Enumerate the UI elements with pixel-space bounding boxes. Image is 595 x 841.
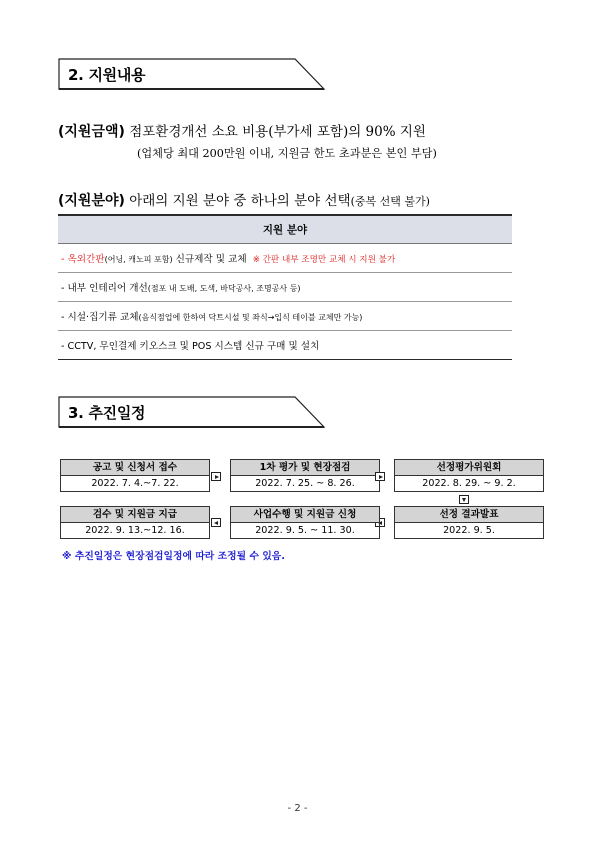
step-label: 선정평가위원회 bbox=[395, 460, 543, 476]
step-label: 선정 결과발표 bbox=[395, 507, 543, 523]
page-number: - 2 - bbox=[287, 803, 308, 814]
step-date: 2022. 9. 13.~12. 16. bbox=[85, 525, 185, 536]
section-3-header bbox=[58, 396, 325, 428]
section-2-title: 2. 지원내용 bbox=[68, 66, 146, 84]
support-amount-note: (업체당 최대 200만원 이내, 지원금 한도 초과분은 본인 부담) bbox=[137, 147, 437, 160]
row-note: ※ 간판 내부 조명만 교체 시 지원 불가 bbox=[252, 254, 396, 265]
support-field-text: 아래의 지원 분야 중 하나의 분야 선택 bbox=[124, 193, 351, 209]
schedule-step bbox=[230, 506, 380, 539]
step-date: 2022. 9. 5. ~ 11. 30. bbox=[255, 525, 355, 536]
row-main: - 내부 인테리어 개선 bbox=[61, 282, 148, 294]
row-main: - 시설·집기류 교체 bbox=[61, 311, 139, 323]
schedule-step bbox=[60, 459, 210, 492]
row-small: (어닝, 캐노피 포함) bbox=[104, 254, 173, 264]
step-label: 공고 및 신청서 접수 bbox=[61, 460, 209, 476]
support-amount-text: 점포환경개선 소요 비용(부가세 포함)의 90% 지원 bbox=[124, 124, 426, 140]
table-header: 지원 분야 bbox=[58, 215, 512, 243]
support-amount-label: (지원금액) bbox=[58, 124, 125, 140]
support-field-table bbox=[58, 214, 512, 360]
row-small: (음식점업에 한하여 닥트시설 및 좌식→입식 테이블 교체만 가능) bbox=[138, 312, 363, 322]
support-amount-line bbox=[58, 120, 426, 141]
step-label: 사업수행 및 지원금 신청 bbox=[231, 507, 379, 523]
schedule-note: ※ 추진일정은 현장점검일정에 따라 조정될 수 있음. bbox=[62, 551, 285, 562]
support-field-small: (중복 선택 불가) bbox=[350, 195, 430, 208]
step-label: 검수 및 지원금 지급 bbox=[61, 507, 209, 523]
section-3-title: 3. 추진일정 bbox=[68, 404, 146, 422]
row-main: - CCTV, 무인결제 키오스크 및 POS 시스템 신규 구매 및 설치 bbox=[61, 340, 320, 352]
arrow-left-icon bbox=[211, 518, 221, 527]
table-row bbox=[58, 301, 512, 330]
step-date: 2022. 8. 29. ~ 9. 2. bbox=[422, 478, 516, 489]
table-row bbox=[58, 272, 512, 301]
step-date: 2022. 7. 25. ~ 8. 26. bbox=[255, 478, 355, 489]
schedule-step bbox=[394, 506, 544, 539]
step-date: 2022. 9. 5. bbox=[443, 525, 495, 536]
row-rest: 신규제작 및 교체 bbox=[172, 253, 247, 265]
schedule-step bbox=[394, 459, 544, 492]
section-2-header bbox=[58, 58, 325, 90]
arrow-right-icon bbox=[375, 472, 385, 481]
table-row bbox=[58, 243, 512, 272]
schedule-step bbox=[230, 459, 380, 492]
schedule-step bbox=[60, 506, 210, 539]
arrow-down-icon bbox=[459, 495, 469, 504]
arrow-right-icon bbox=[211, 472, 221, 481]
row-main: - 옥외간판 bbox=[61, 253, 105, 265]
step-date: 2022. 7. 4.~7. 22. bbox=[91, 478, 179, 489]
table-row bbox=[58, 330, 512, 359]
support-field-label: (지원분야) bbox=[58, 193, 125, 209]
row-small: (점포 내 도배, 도색, 바닥공사, 조명공사 등) bbox=[147, 283, 301, 293]
step-label: 1차 평가 및 현장점검 bbox=[231, 460, 379, 476]
support-field-line bbox=[58, 189, 430, 210]
